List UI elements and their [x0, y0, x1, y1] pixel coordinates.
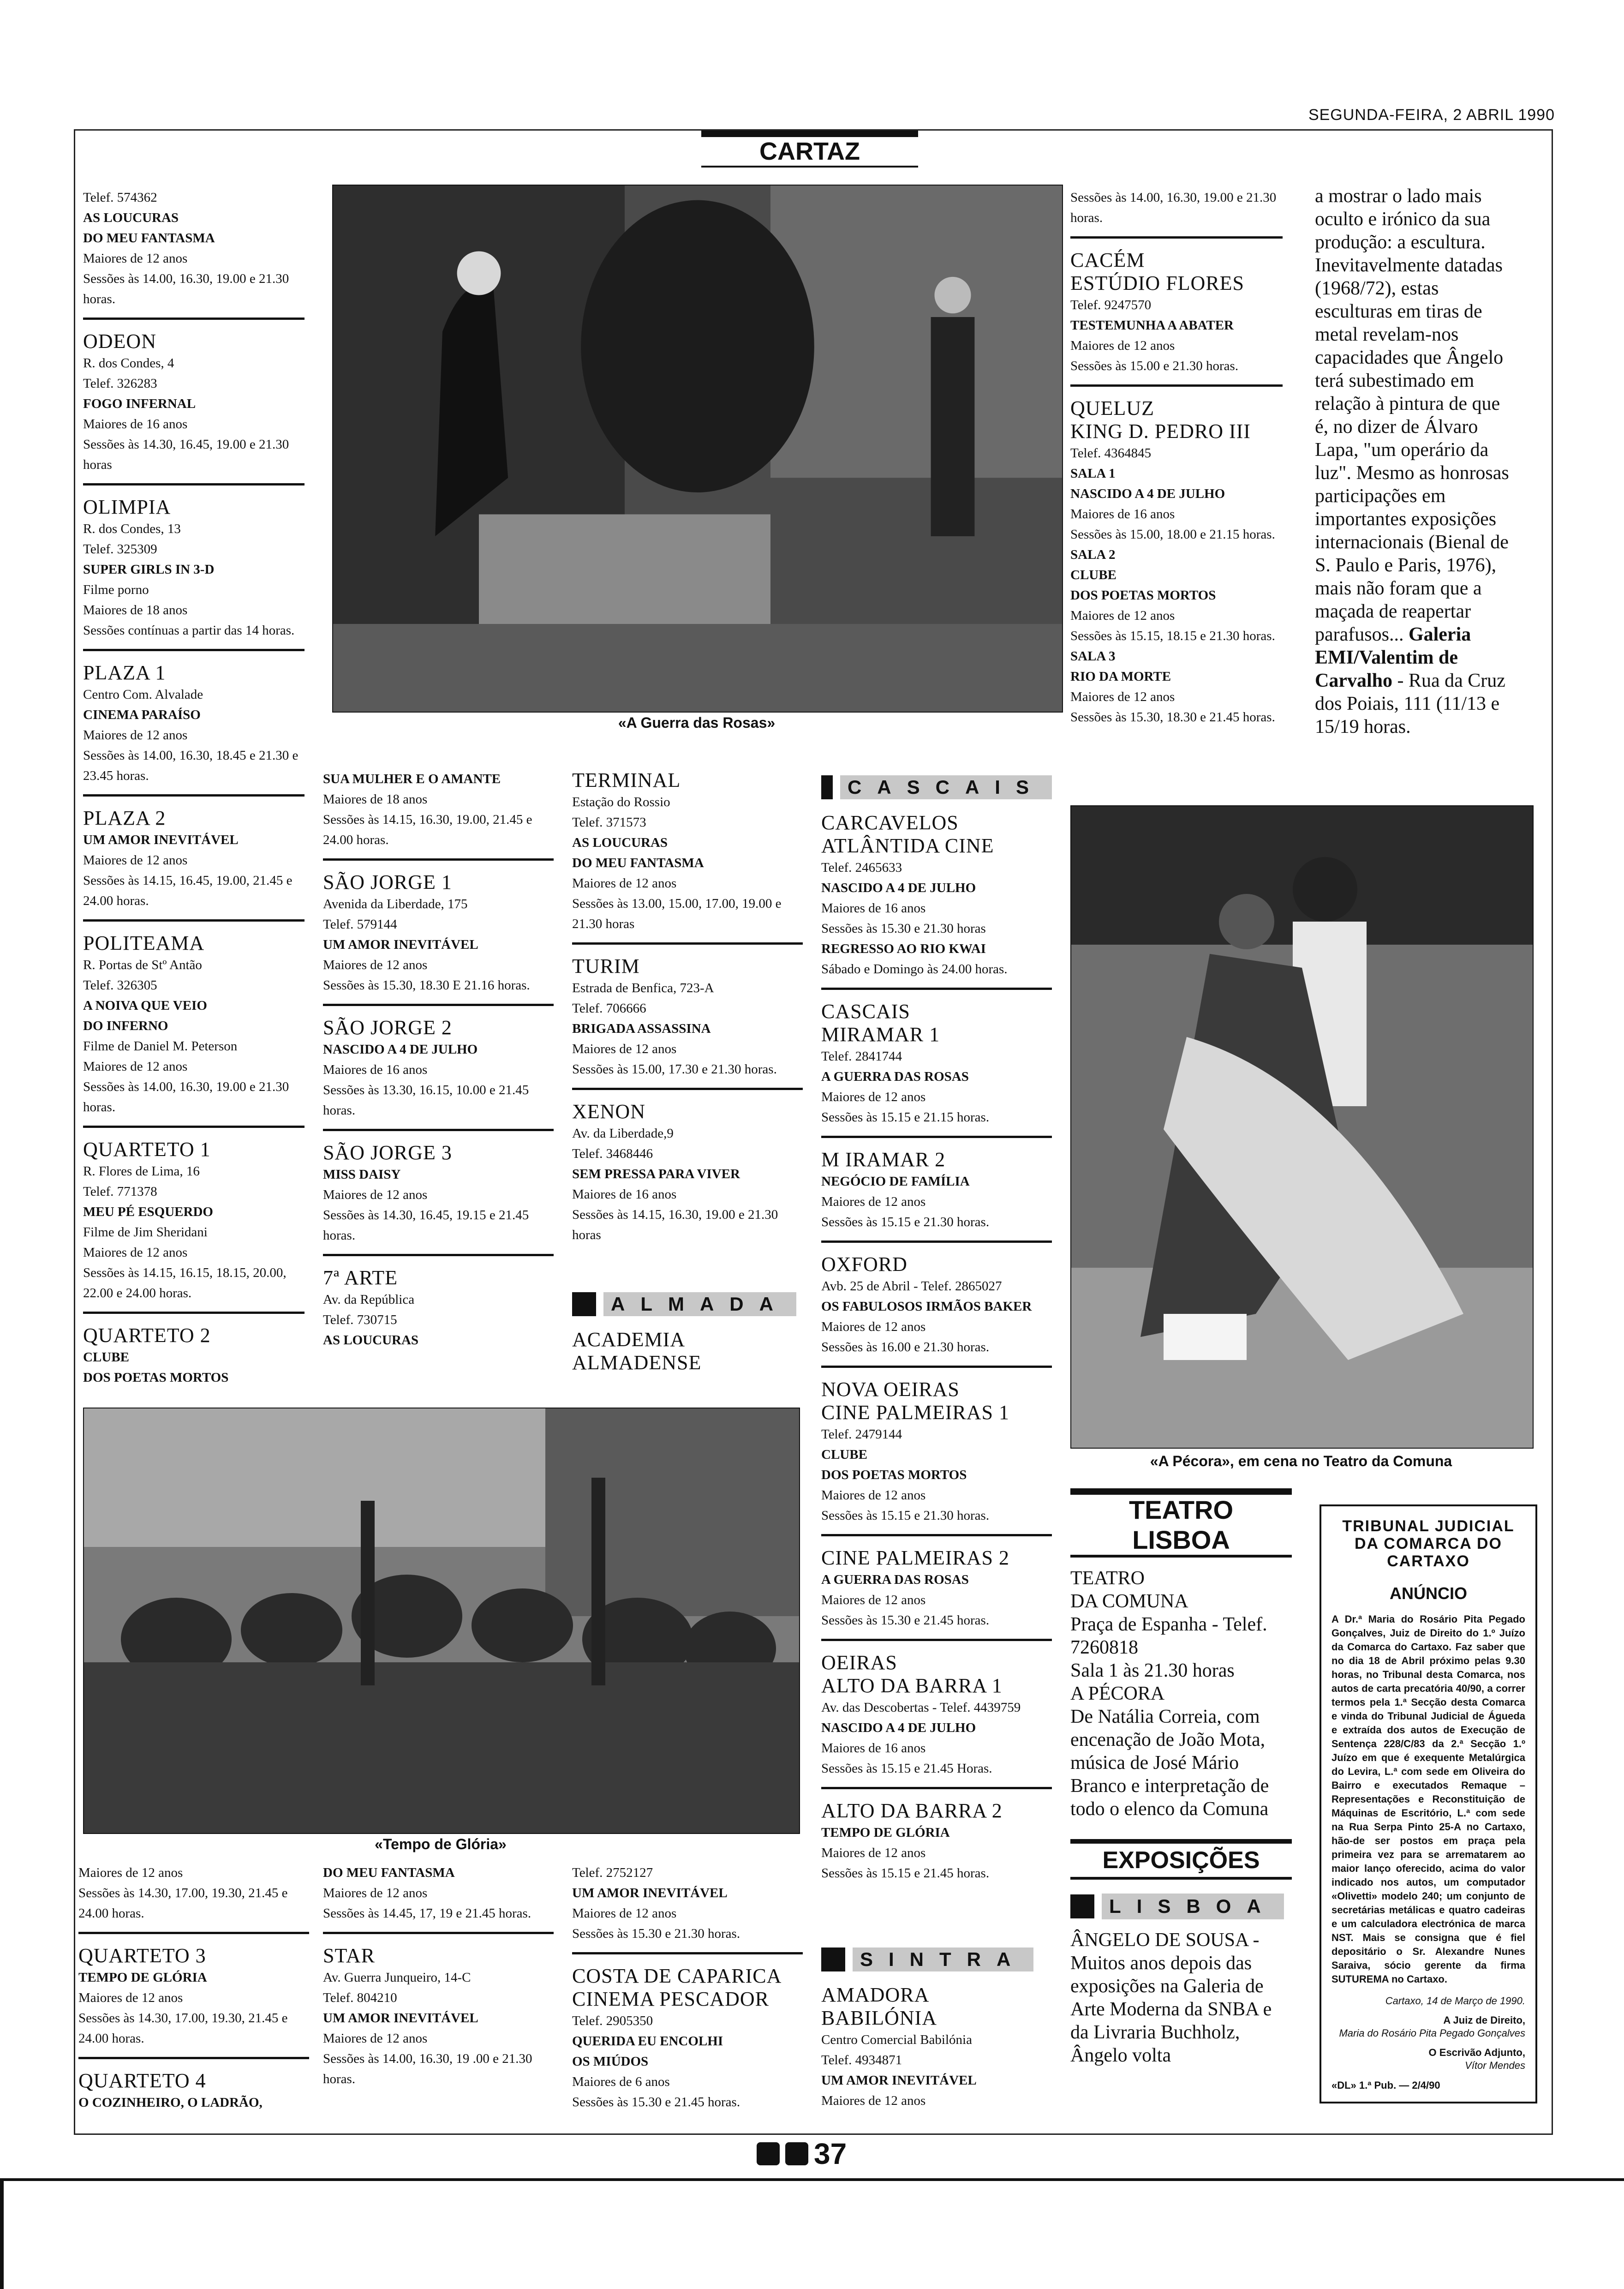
cinema-entry — [83, 1135, 304, 1314]
cinema-info: Centro Com. Alvalade — [83, 687, 203, 702]
cinema-entry — [1070, 185, 1283, 239]
film-title: TESTEMUNHA A ABATER — [1070, 318, 1234, 333]
film-title: DO MEU FANTASMA — [572, 856, 704, 870]
session-info: Filme de Jim Sheridani — [83, 1225, 208, 1240]
cinema-name: TURIM — [572, 955, 640, 977]
film-title: MEU PÉ ESQUERDO — [83, 1204, 213, 1219]
session-info: Sessões às 14.00, 16.30, 19.00 e 21.30 horas. — [83, 1079, 289, 1115]
session-info: Maiores de 12 anos — [83, 1059, 188, 1074]
region-marker — [821, 775, 833, 799]
photo-guerra-das-rosas-image — [333, 186, 1062, 712]
cinema-entry — [83, 804, 304, 922]
cinema-name: OLIMPIA — [83, 496, 171, 518]
session-info: Maiores de 12 anos — [821, 1593, 926, 1607]
exposicoes-artist: ÂNGELO DE SOUSA - — [1070, 1929, 1260, 1951]
cinema-entry — [323, 1013, 554, 1131]
cinema-bottom-column-1 — [78, 1860, 309, 2128]
session-info: Maiores de 12 anos — [83, 853, 188, 868]
film-title: SUA MULHER E O AMANTE — [323, 772, 501, 786]
session-info: Maiores de 12 anos — [323, 1187, 428, 1202]
teatro-description: De Natália Correia, com encenação de João Mota, música de José Mário Branco e interpretação de todo o elenco da Comuna — [1070, 1706, 1269, 1820]
cinema-name: CACÉM — [1070, 249, 1145, 271]
session-info: Sessões às 14.30, 17.00, 19.30, 21.45 e 24.00 horas. — [78, 2011, 288, 2046]
region-sintra — [821, 1943, 1052, 2127]
cinema-entry — [78, 1941, 309, 2059]
cinema-name: SÃO JORGE 3 — [323, 1141, 452, 1164]
session-info: Maiores de 16 anos — [821, 1741, 926, 1756]
film-title: AS LOUCURAS — [323, 1333, 419, 1348]
section-title: CARTAZ — [759, 138, 860, 165]
cinema-info: R. Portas de Stº Antão — [83, 958, 202, 972]
cinema-name: M IRAMAR 2 — [821, 1148, 946, 1171]
session-info: Sessões às 15.30, 18.30 e 21.45 horas. — [1070, 710, 1275, 725]
session-info: Filme porno — [83, 582, 149, 597]
cinema-entry — [572, 1860, 803, 1954]
session-info: Sessões às 15.30, 18.30 E 21.16 horas. — [323, 978, 530, 993]
teatro-venue-2: DA COMUNA — [1070, 1591, 1188, 1612]
session-info: Sessões às 15.15 e 21.45 Horas. — [821, 1761, 992, 1776]
session-info: Maiores de 12 anos — [1070, 689, 1175, 704]
session-info: Sessões às 15.30 e 21.45 horas. — [572, 2095, 740, 2109]
cinema-entry — [821, 1250, 1052, 1368]
session-info: Sábado e Domingo às 24.00 horas. — [821, 962, 1008, 977]
cinema-entry — [323, 868, 554, 1006]
session-info: Sessões às 15.00, 18.00 e 21.15 horas. — [1070, 527, 1275, 542]
film-title: DO MEU FANTASMA — [83, 231, 215, 246]
film-title: NASCIDO A 4 DE JULHO — [821, 881, 976, 895]
film-title: MISS DAISY — [323, 1167, 401, 1182]
cinema-info: R. Flores de Lima, 16 — [83, 1164, 200, 1179]
film-title: SUPER GIRLS IN 3-D — [83, 562, 215, 577]
cinema-name: OXFORD — [821, 1253, 908, 1276]
cinema-entry — [323, 766, 554, 861]
film-title: REGRESSO AO RIO KWAI — [821, 941, 986, 956]
cinema-name: PLAZA 1 — [83, 661, 166, 684]
cinema-info: Telef. 579144 — [323, 917, 397, 932]
film-title: CLUBE — [83, 1350, 129, 1365]
cinema-entry — [323, 1941, 554, 2097]
film-title: A GUERRA DAS ROSAS — [821, 1069, 969, 1084]
cinema-name: STAR — [323, 1944, 375, 1967]
cinema-info: Telef. 326283 — [83, 376, 157, 391]
cinema-column-2-mid — [323, 766, 554, 1366]
film-title: DOS POETAS MORTOS — [821, 1468, 967, 1482]
cinema-name: SÃO JORGE 1 — [323, 871, 452, 893]
cinema-info: Telef. 771378 — [83, 1184, 157, 1199]
film-title: UM AMOR INEVITÁVEL — [323, 2011, 478, 2025]
session-info: Sessões às 14.15, 16.30, 19.00 e 21.30 horas — [572, 1207, 778, 1242]
legal-notice-box — [1320, 1504, 1537, 2103]
region-marker — [572, 1292, 596, 1316]
film-title: AS LOUCURAS — [572, 835, 668, 850]
session-info: Sessões às 14.00, 16.30, 18.45 e 21.30 e 23.45 horas. — [83, 748, 299, 783]
session-info: Maiores de 16 anos — [572, 1187, 677, 1202]
page-date: SEGUNDA-FEIRA, 2 ABRIL 1990 — [1308, 106, 1555, 124]
region-almada-label: ALMADA — [603, 1292, 796, 1316]
cinema-name: ALTO DA BARRA 2 — [821, 1799, 1003, 1822]
cinema-entry — [83, 1321, 304, 1396]
cinema-info: Avenida da Liberdade, 175 — [323, 897, 468, 911]
session-info: Sessões às 15.30 e 21.30 horas. — [572, 1926, 740, 1941]
film-title: DO INFERNO — [83, 1019, 168, 1033]
cinema-info: Telef. 326305 — [83, 978, 157, 993]
cinema-entry — [821, 809, 1052, 990]
teatro-heading-1: TEATRO — [1128, 1495, 1234, 1524]
age-rating: Maiores de 12 anos — [821, 2093, 926, 2108]
session-info: Sessões às 14.30, 16.45, 19.00 e 21.30 horas — [83, 437, 289, 472]
session-info: Sessões às 14.00, 16.30, 19.00 e 21.30 horas. — [83, 271, 289, 306]
section-header — [701, 131, 918, 168]
cinema-name: XENON — [572, 1100, 645, 1123]
cinema-entry — [1070, 246, 1283, 387]
cinema-entry — [83, 493, 304, 651]
cinema-info: Telef. 706666 — [572, 1001, 646, 1016]
teatro-play-title: A PÉCORA — [1070, 1683, 1165, 1704]
session-info: Maiores de 12 anos — [323, 2031, 428, 2046]
session-info: Maiores de 12 anos — [83, 1245, 188, 1260]
notice-subtitle: ANÚNCIO — [1390, 1584, 1467, 1603]
cinema-entry — [83, 659, 304, 797]
region-cascais — [821, 771, 1052, 1899]
cinema-entry — [821, 997, 1052, 1138]
film-title: QUERIDA EU ENCOLHI — [572, 2034, 723, 2049]
film-title: O COZINHEIRO, O LADRÃO, — [78, 2095, 263, 2110]
film-title: UM AMOR INEVITÁVEL — [323, 937, 478, 952]
session-info: Sessões às 15.30 e 21.45 horas. — [821, 1613, 990, 1628]
page-bottom-rule — [0, 2178, 1624, 2181]
film-title: AS LOUCURAS — [83, 210, 179, 225]
film-title: UM AMOR INEVITÁVEL — [821, 2073, 977, 2088]
cinema-name-2: CINEMA PESCADOR — [572, 1988, 769, 2010]
session-info: Sessões às 14.30, 17.00, 19.30, 21.45 e 24.00 horas. — [78, 1886, 288, 1921]
teatro-schedule: Sala 1 às 21.30 horas — [1070, 1660, 1235, 1681]
film-title: CLUBE — [1070, 568, 1116, 582]
cinema-info: Telef. 371573 — [572, 815, 646, 830]
film-title: BRIGADA ASSASSINA — [572, 1021, 711, 1036]
region-sintra-label: SINTRA — [853, 1947, 1033, 1971]
session-info: Maiores de 12 anos — [1070, 608, 1175, 623]
session-info: Filme de Daniel M. Peterson — [83, 1039, 238, 1054]
cinema-name: POLITEAMA — [83, 932, 205, 954]
film-title: NEGÓCIO DE FAMÍLIA — [821, 1174, 970, 1189]
session-info: Maiores de 16 anos — [83, 417, 188, 431]
photo-tempo-de-gloria-image — [84, 1408, 799, 1833]
cinema-entry — [572, 952, 803, 1090]
film-title: SALA 3 — [1070, 649, 1116, 664]
cinema-name-2: ATLÂNTIDA CINE — [821, 834, 994, 857]
session-info: Maiores de 16 anos — [323, 1062, 428, 1077]
cinema-info: Telef. 2752127 — [572, 1865, 653, 1880]
session-info: Sessões às 14.00, 16.30, 19.00 e 21.30 horas. — [1070, 190, 1277, 225]
cinema-name: QUARTETO 3 — [78, 1944, 206, 1967]
cinema-info: Telef. 574362 — [83, 190, 157, 205]
session-info: Sessões às 15.15, 18.15 e 21.30 horas. — [1070, 629, 1275, 643]
cinema-info: Av. da Liberdade,9 — [572, 1126, 674, 1141]
session-info: Sessões às 13.30, 16.15, 10.00 e 21.45 horas. — [323, 1083, 529, 1118]
page-left-edge — [0, 2178, 4, 2289]
cinema-entry — [323, 1264, 554, 1359]
cinema-column-4-mid — [821, 809, 1052, 1892]
session-info: Maiores de 16 anos — [1070, 507, 1175, 521]
cinema-entry — [821, 1797, 1052, 1892]
film-title: SALA 2 — [1070, 547, 1116, 562]
photo-tempo-de-gloria — [83, 1408, 800, 1834]
session-info: Maiores de 12 anos — [572, 876, 677, 891]
cinema-name-2: ESTÚDIO FLORES — [1070, 272, 1245, 294]
cinema-entry — [572, 1962, 803, 2121]
photo-pecora — [1070, 805, 1534, 1449]
cinema-info: Telef. 730715 — [323, 1312, 397, 1327]
film-title: FOGO INFERNAL — [83, 396, 196, 411]
cinema-info: R. dos Condes, 13 — [83, 521, 181, 536]
film-title: DOS POETAS MORTOS — [1070, 588, 1216, 603]
session-info: Maiores de 12 anos — [323, 1886, 428, 1900]
cinema-name: AMADORA — [821, 1983, 930, 2006]
film-title: NASCIDO A 4 DE JULHO — [821, 1720, 976, 1735]
cinema-name: CINE PALMEIRAS 2 — [821, 1546, 1009, 1569]
cinema-info: Telef. 325309 — [83, 542, 157, 557]
cinema-bottom-column-3 — [572, 1860, 803, 2128]
cinema-info: R. dos Condes, 4 — [83, 356, 174, 371]
session-info: Sessões às 16.00 e 21.30 horas. — [821, 1340, 990, 1354]
cinema-name: QUARTETO 1 — [83, 1138, 211, 1161]
cinema-entry — [83, 185, 304, 320]
teatro-venue: TEATRO — [1070, 1568, 1145, 1589]
session-info: Maiores de 12 anos — [572, 1906, 677, 1921]
film-title: OS FABULOSOS IRMÃOS BAKER — [821, 1299, 1032, 1314]
caption-photo-3: «Tempo de Glória» — [375, 1836, 507, 1852]
cinema-name: 7ª ARTE — [323, 1266, 398, 1289]
exposicoes-heading: EXPOSIÇÕES — [1070, 1839, 1292, 1880]
cinema-info: Telef. 9247570 — [1070, 298, 1152, 312]
page-footer — [757, 2137, 847, 2171]
session-info: Sessões às 15.30 e 21.30 horas — [821, 921, 986, 936]
session-info: Sessões às 14.30, 16.45, 19.15 e 21.45 horas. — [323, 1208, 529, 1243]
cinema-entry — [572, 766, 803, 945]
film-title: DOS POETAS MORTOS — [83, 1370, 229, 1385]
cinema-column-4-top — [1070, 185, 1283, 743]
cinema-entry — [78, 2067, 309, 2121]
cinema-phone: Telef. 4934871 — [821, 2053, 902, 2067]
cinema-entry — [83, 929, 304, 1128]
cinema-entry — [323, 1860, 554, 1934]
teatro-address: Praça de Espanha - Telef. 7260818 — [1070, 1614, 1267, 1658]
session-info: Maiores de 6 anos — [572, 2074, 670, 2089]
newspaper-logo-icon-2 — [785, 2142, 808, 2165]
cinema-entry — [78, 1860, 309, 1934]
session-info: Sessões às 14.15, 16.15, 18.15, 20.00, 22.00 e 24.00 horas. — [83, 1265, 287, 1300]
session-info: Sessões às 15.15 e 21.30 horas. — [821, 1508, 990, 1523]
cinema-info: Telef. 3468446 — [572, 1146, 653, 1161]
cinema-entry-amadora — [821, 1981, 1052, 2119]
region-lisboa-label: LISBOA — [1102, 1894, 1284, 1919]
session-info: Sessões às 15.00 e 21.30 horas. — [1070, 359, 1239, 373]
session-info: Maiores de 12 anos — [78, 1865, 183, 1880]
session-info: Sessões às 14.15, 16.45, 19.00, 21.45 e 24.00 horas. — [83, 873, 293, 908]
cinema-info: Telef. 2479144 — [821, 1427, 902, 1442]
session-info: Maiores de 16 anos — [821, 901, 926, 916]
cinema-info: Telef. 2905350 — [572, 2013, 653, 2028]
session-info: Maiores de 12 anos — [83, 251, 188, 266]
cinema-entry — [821, 1375, 1052, 1536]
cinema-entry — [1070, 394, 1283, 736]
film-title: NASCIDO A 4 DE JULHO — [323, 1042, 478, 1057]
notice-date: Cartaxo, 14 de Março de 1990. — [1385, 1995, 1525, 2007]
cinema-info: Av. das Descobertas - Telef. 4439759 — [821, 1700, 1021, 1715]
cinema-info: Av. Guerra Junqueiro, 14-C — [323, 1970, 471, 1985]
cinema-name: CASCAIS — [821, 1000, 910, 1023]
session-info: Maiores de 12 anos — [821, 1319, 926, 1334]
cinema-info: Estrada de Benfica, 723-A — [572, 981, 714, 995]
film-title: UM AMOR INEVITÁVEL — [83, 833, 239, 847]
notice-sign-1: A Juiz de Direito, — [1443, 2014, 1525, 2026]
cinema-name-2: KING D. PEDRO III — [1070, 420, 1251, 443]
film-title: DO MEU FANTASMA — [323, 1865, 455, 1880]
region-almada — [572, 1288, 803, 1390]
cinema-name: QUELUZ — [1070, 397, 1154, 419]
photo-pecora-image — [1071, 806, 1533, 1448]
film-title: SEM PRESSA PARA VIVER — [572, 1167, 740, 1181]
cinema-info: Telef. 2465633 — [821, 860, 902, 875]
cinema-name: SÃO JORGE 2 — [323, 1016, 452, 1039]
cinema-entry — [323, 1139, 554, 1256]
cinema-info: Telef. 4364845 — [1070, 446, 1152, 461]
session-info: Maiores de 12 anos — [83, 728, 188, 743]
notice-sign-2-name: Vítor Mendes — [1465, 2060, 1525, 2071]
teatro-heading — [1070, 1488, 1292, 1558]
exposicoes-text: Muitos anos depois das exposições na Galeria de Arte Moderna da SNBA e da Livraria Buchholz, Ângelo volta — [1070, 1953, 1272, 2066]
session-info: Sessões às 15.15 e 21.45 horas. — [821, 1866, 990, 1881]
cinema-name: ODEON — [83, 330, 156, 353]
caption-photo-1: «A Guerra das Rosas» — [618, 714, 776, 731]
notice-sign-2: O Escrivão Adjunto, — [1428, 2047, 1525, 2058]
notice-title: TRIBUNAL JUDICIAL DA COMARCA DO CARTAXO — [1342, 1517, 1515, 1570]
film-title: OS MIÚDOS — [572, 2054, 649, 2069]
film-title: CLUBE — [821, 1447, 867, 1462]
film-title: UM AMOR INEVITÁVEL — [572, 1886, 728, 1900]
cinema-bottom-column-2 — [323, 1860, 554, 2105]
cinema-name: OEIRAS — [821, 1651, 897, 1674]
cinema-info: Telef. 2841744 — [821, 1049, 902, 1064]
session-info: Maiores de 12 anos — [1070, 338, 1175, 353]
exposicoes-listing — [1070, 1929, 1292, 2067]
exposition-text-continued — [1315, 185, 1518, 738]
photo-guerra-das-rosas — [332, 185, 1063, 713]
cinema-info: Avb. 25 de Abril - Telef. 2865027 — [821, 1279, 1002, 1294]
gallery-address: - Rua da Cruz dos Poiais, 111 (11/13 e 15/19 horas. — [1315, 670, 1505, 737]
session-info: Maiores de 12 anos — [821, 1488, 926, 1503]
session-info: Sessões contínuas a partir das 14 horas. — [83, 623, 295, 638]
caption-photo-2: «A Pécora», em cena no Teatro da Comuna — [1150, 1453, 1452, 1469]
cinema-name: QUARTETO 4 — [78, 2069, 206, 2092]
cinema-info: Telef. 804210 — [323, 1990, 397, 2005]
session-info: Maiores de 18 anos — [83, 603, 188, 617]
cinema-name: NOVA OEIRAS — [821, 1378, 960, 1401]
film-title: SALA 1 — [1070, 466, 1116, 481]
cinema-name-2: ALTO DA BARRA 1 — [821, 1674, 1003, 1697]
teatro-section — [1070, 1488, 1292, 2067]
page-number: 37 — [814, 2137, 847, 2170]
session-info: Sessões às 15.00, 17.30 e 21.30 horas. — [572, 1062, 777, 1077]
cinema-name: PLAZA 2 — [83, 807, 166, 829]
film-title: CINEMA PARAÍSO — [83, 707, 201, 722]
region-marker — [821, 1947, 845, 1971]
cinema-column-3-mid — [572, 766, 803, 1261]
session-info: Maiores de 12 anos — [78, 1990, 183, 2005]
region-cascais-label: CASCAIS — [840, 775, 1052, 799]
film-title: NASCIDO A 4 DE JULHO — [1070, 486, 1225, 501]
cinema-name: COSTA DE CAPARICA — [572, 1965, 782, 1987]
cinema-name: ACADEMIA — [572, 1328, 686, 1351]
session-info: Sessões às 13.00, 15.00, 17.00, 19.00 e 21.30 horas — [572, 896, 782, 931]
session-info: Maiores de 12 anos — [821, 1846, 926, 1860]
session-info: Sessões às 14.15, 16.30, 19.00, 21.45 e 24.00 horas. — [323, 812, 532, 847]
gallery-name: Galeria EMI/Valentim de Carvalho — [1315, 624, 1471, 691]
teatro-heading-2: LISBOA — [1132, 1525, 1230, 1554]
film-title: TEMPO DE GLÓRIA — [78, 1970, 207, 1985]
cinema-name: CARCAVELOS — [821, 811, 959, 834]
cinema-name-2: ALMADENSE — [572, 1351, 702, 1374]
film-title: TEMPO DE GLÓRIA — [821, 1825, 950, 1840]
session-info: Sessões às 15.15 e 21.30 horas. — [821, 1215, 990, 1229]
film-title: A GUERRA DAS ROSAS — [821, 1572, 969, 1587]
notice-body: A Dr.ª Maria do Rosário Pita Pegado Gonçalves, Juiz de Direito do 1.º Juízo da Comarca do Cartaxo. Faz saber que no dia 18 de Abril próximo pelas 9.30 horas, no Tribunal desta Comarca, nos autos de carta precatória 40/90, a correr termos pela 1.ª Secção desta Comarca e vinda do Tribunal Judicial de Águeda e extraída dos autos de Execução de Sentença 228/C/83 da 2.ª Secção 1.º Juízo em que é exequente Metalúrgica do Levira, L.ª com sede em Oliveira do Bairro e executados Remaque – Representações e Reconstituição de Máquinas de Escritório, L.ª com sede na Rua Serpa Pinto 25-A no Cartaxo, hão-de ser postos em praça pela primeira vez para se arrematarem ao maior lanço oferecido, acima do valor indicado nos autos, um computador «Olivetti» modelo 240; um conjunto de secretárias metálicas e quatro cadeiras e um calculadora electrónica de marca NST. Mais se consigna que é fiel depositário o Sr. Alexandre Nunes Saraiva, sócio gerente da firma SUTUREMA no Cartaxo. — [1331, 1613, 1525, 1985]
cinema-entry — [572, 1097, 803, 1253]
session-info: Maiores de 12 anos — [821, 1090, 926, 1104]
cinema-address: Centro Comercial Babilónia — [821, 2032, 972, 2047]
session-info: Sessões às 14.45, 17, 19 e 21.45 horas. — [323, 1906, 531, 1921]
cinema-entry — [83, 327, 304, 485]
cinema-entry — [821, 1544, 1052, 1641]
exposition-text: a mostrar o lado mais oculto e irónico da sua produção: a escultura. Inevitavelmente datadas (1968/72), estas esculturas em tiras de metal revelam-nos capacidades que Ângelo terá subestimado em relação à pintura de que é, no dizer de Álvaro Lapa, "um operário da luz". Mesmo as honrosas participações em importantes exposições internacionais (Bienal de S. Paulo e Paris, 1976), mais não foram que a maçada de reapertar parafusos... — [1315, 186, 1509, 645]
session-info: Maiores de 12 anos — [821, 1194, 926, 1209]
film-title: RIO DA MORTE — [1070, 669, 1171, 684]
cinema-name: TERMINAL — [572, 769, 681, 791]
session-info: Maiores de 12 anos — [572, 1042, 677, 1056]
cinema-name-2: CINE PALMEIRAS 1 — [821, 1401, 1009, 1424]
cinema-entry — [821, 1648, 1052, 1789]
notice-ref: «DL» 1.ª Pub. — 2/4/90 — [1331, 2079, 1440, 2091]
cinema-info: Estação do Rossio — [572, 795, 670, 809]
session-info: Sessões às 15.15 e 21.15 horas. — [821, 1110, 990, 1125]
notice-sign-1-name: Maria do Rosário Pita Pegado Gonçalves — [1339, 2027, 1525, 2039]
cinema-entry — [821, 1145, 1052, 1243]
cinema-name: QUARTETO 2 — [83, 1324, 211, 1347]
session-info: Maiores de 12 anos — [323, 958, 428, 972]
cinema-name-2: MIRAMAR 1 — [821, 1023, 940, 1046]
teatro-listing — [1070, 1567, 1292, 1821]
session-info: Maiores de 18 anos — [323, 792, 428, 807]
region-marker — [1070, 1894, 1094, 1918]
cinema-name-2: BABILÓNIA — [821, 2007, 937, 2029]
newspaper-logo-icon — [757, 2142, 780, 2165]
session-info: Sessões às 14.00, 16.30, 19 .00 e 21.30 horas. — [323, 2051, 532, 2086]
film-title: A NOIVA QUE VEIO — [83, 998, 207, 1013]
cinema-column-1 — [83, 185, 304, 1403]
cinema-info: Av. da República — [323, 1292, 415, 1307]
